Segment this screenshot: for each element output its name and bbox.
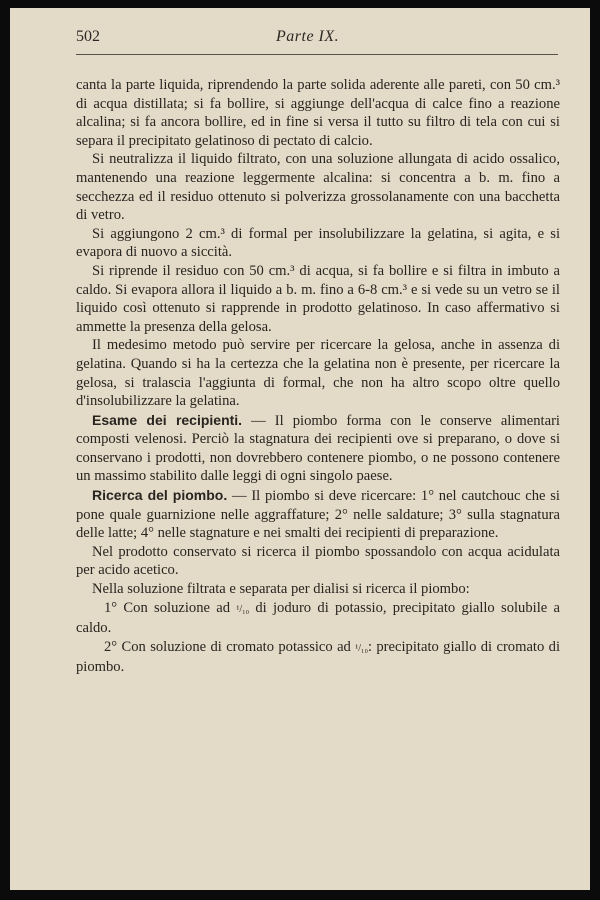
page-header: [76, 24, 570, 54]
paragraph-10-start: 1° Con soluzione ad: [104, 599, 237, 616]
paragraph-4: Si riprende il residuo con 50 cm.³ di acqua, si fa bollire e si filtra in imbuto a caldo. Si evapora allora il liquido a b. m. fino a 6-8 cm.³ e si vede su un vetro se il liquido così ottenuto si rapprende in prodotto gelatinoso. In caso affermativo si ammette la presenza della gelosa.: [76, 262, 560, 335]
header-rule: [76, 54, 558, 55]
paragraph-7-text: — Il piombo si deve ricercare: 1° nel cautchouc che si pone quale guarnizione nelle aggraffature; 2° nelle saldature; 3° sulla stagnatura delle latte; 4° nelle stagnature e nei smalti dei recipienti di preparazione.: [76, 488, 560, 542]
section-heading-recipienti: Esame dei recipienti.: [92, 411, 243, 428]
paragraph-5: Il medesimo metodo può servire per ricercare la gelosa, anche in assenza di gelatina. Quando si ha la certezza che la gelatina non è presente, per ricercare la gelosa, si tralascia l'aggiunta di formal, che non ha altro scopo oltre quello d'insolubilizzare la gelatina.: [76, 337, 560, 410]
running-head: Parte IX.: [276, 28, 340, 45]
paragraph-10: [76, 599, 560, 638]
paragraph-11-start: 2° Con soluzione di cromato potassico ad: [104, 638, 356, 655]
paragraph-6-text: — Il piombo forma con le conserve alimentari composti velenosi. Perciò la stagnatura dei recipienti ove si preparano, o dove si conservano i prodotti, non dovrebbero contenere piombo, o ne possono contenere un massimo stabilito dalle leggi di ogni singolo paese.: [76, 412, 560, 485]
fraction-1: ¹/₁₀: [236, 603, 250, 615]
paragraph-11-end: : precipitato giallo di cromato di piombo.: [76, 638, 561, 676]
paragraph-6: [76, 411, 560, 486]
paragraph-9: Nella soluzione filtrata e separata per dialisi si ricerca il piombo:: [92, 581, 470, 598]
body-text: [76, 76, 560, 677]
paragraph-1: canta la parte liquida, riprendendo la parte solida aderente alle pareti, con 50 cm.³ di acqua distillata; si fa bollire, si aggiunge dell'acqua di calce fino a reazione alcalina; si fa ancora bollire, ed in fine si versa il tutto su filtro di tela con cui si separa il precipitato gelatinoso di pectato di calcio.: [76, 77, 560, 149]
paragraph-8: Nel prodotto conservato si ricerca il piombo spossandolo con acqua acidulata per acido acetico.: [76, 543, 560, 579]
fraction-2: ¹/₁₀: [355, 642, 368, 654]
paragraph-2: Si neutralizza il liquido filtrato, con una soluzione allungata di acido ossalico, mantenendo una reazione leggermente alcalina: si concentra a b. m. fino a secchezza ed il residuo ottenuto si polverizza grossolanamente con una bacchetta di vetro.: [76, 151, 560, 224]
paragraph-3: Si aggiungono 2 cm.³ di formal per insolubilizzare la gelatina, si agita, e si evapora di nuovo a siccità.: [76, 225, 560, 261]
book-page: [10, 8, 590, 890]
page-number: 502: [76, 28, 100, 45]
section-heading-piombo: Ricerca del piombo.: [92, 487, 228, 504]
paragraph-11: [76, 638, 560, 677]
paragraph-10-end: di joduro di potassio, precipitato giallo solubile a caldo.: [76, 599, 560, 637]
paragraph-7: [76, 486, 560, 543]
